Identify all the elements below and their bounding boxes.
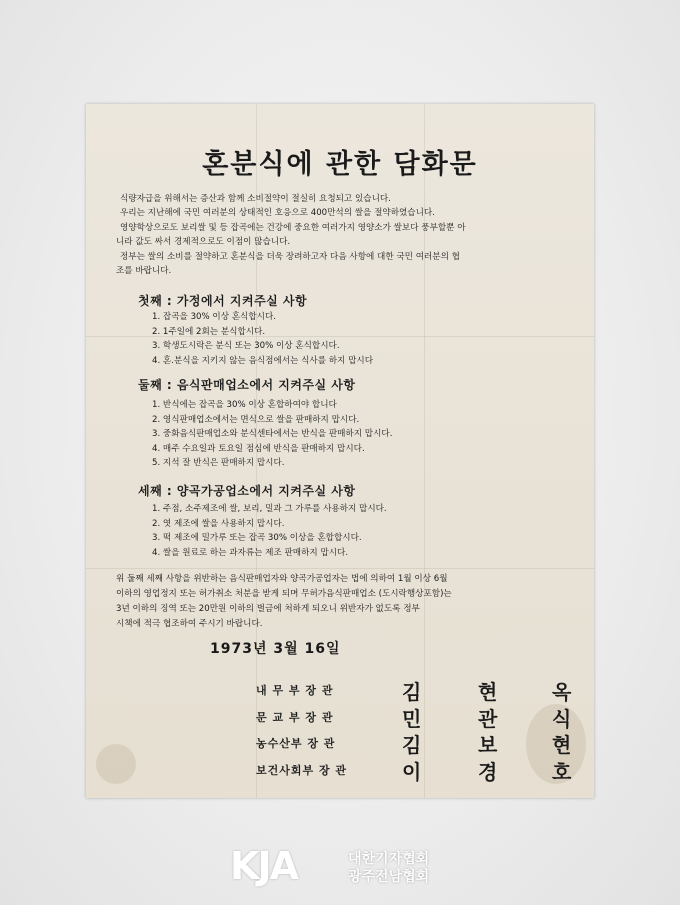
list-item: 3. 학생도시락은 분식 또는 30% 이상 혼식합시다. — [152, 341, 340, 352]
list-item: 5. 지석 잘 반식은 판매하지 맙시다. — [152, 458, 285, 469]
signatory-name-char: 옥 — [552, 680, 572, 704]
signatory-row — [256, 756, 572, 784]
signatory-row — [256, 676, 572, 704]
paper-stain — [96, 744, 136, 784]
signatory-name-char: 호 — [552, 759, 572, 784]
section-1-items — [152, 310, 574, 368]
section-3-items — [152, 502, 574, 560]
fold-line — [86, 568, 594, 569]
intro-line: 식량자급을 위해서는 증산과 함께 소비절약이 절실히 요청되고 있습니다. — [120, 194, 391, 204]
closing-paragraph — [116, 572, 576, 632]
signatory-row — [256, 729, 572, 757]
list-item: 2. 영식판매업소에서는 면식으로 쌀을 판매하지 맙시다. — [152, 414, 360, 425]
document-sheet — [86, 104, 594, 798]
list-item: 2. 엿 제조에 쌀을 사용하지 맙시다. — [152, 518, 285, 529]
signatory-name-char: 김 — [402, 680, 422, 704]
signatory-name-char: 현 — [478, 680, 498, 704]
section-2-items — [152, 398, 574, 471]
signatory-name-char: 식 — [552, 706, 572, 731]
list-item: 4. 혼.분식을 지키지 않는 음식점에서는 식사를 하지 맙시다 — [152, 355, 373, 366]
closing-line: 시책에 적극 협조하여 주시기 바랍니다. — [116, 619, 263, 629]
signatory-name-char: 이 — [402, 759, 422, 784]
signatory-title: 내 무 부 장 관 — [256, 684, 334, 697]
document-title: 혼분식에 관한 담화문 — [202, 149, 478, 180]
section-heading-3: 세째 : 양곡가공업소에서 지켜주실 사항 — [138, 484, 356, 498]
list-item: 4. 쌀을 원료로 하는 과자류는 제조 판매하지 맙시다. — [152, 547, 349, 558]
signatory-name-char: 현 — [552, 733, 572, 757]
list-item: 1. 주점, 소주제조에 쌀, 보리, 밀과 그 가루를 사용하지 맙시다. — [152, 504, 387, 514]
intro-line: 우리는 지난해에 국민 여러분의 상태적인 호응으로 400만석의 쌀을 절약하였습니다. — [120, 208, 435, 219]
signatory-title: 보건사회부 장 관 — [256, 763, 348, 777]
intro-line: 영양학상으로도 보리쌀 및 등 잡곡에는 건강에 중요한 여러가지 영양소가 쌀보다 풍부할뿐 아 — [120, 222, 466, 233]
watermark-org — [348, 850, 429, 886]
intro-paragraph — [116, 192, 570, 278]
list-item: 1. 잡곡을 30% 이상 혼식합시다. — [152, 312, 276, 322]
document-date: 1973년 3월 16일 — [210, 641, 341, 657]
list-item: 4. 매주 수요일과 토요일 점심에 반식을 판매하지 맙시다. — [152, 443, 365, 454]
section-heading-1: 첫째 : 가정에서 지켜주실 사항 — [138, 294, 308, 308]
list-item: 3. 떡 제조에 밀가루 또는 잡곡 30% 이상을 혼합합시다. — [152, 533, 362, 544]
list-item: 2. 1주일에 2회는 분식합시다. — [152, 326, 266, 337]
signatory-row — [256, 703, 572, 731]
signatory-title: 문 교 부 장 관 — [256, 710, 334, 724]
intro-line: 니라 값도 싸서 경제적으로도 이점이 많습니다. — [116, 237, 291, 248]
signatories — [256, 676, 572, 784]
org-name-line: 광주전남협회 — [348, 869, 430, 885]
watermark — [230, 842, 470, 890]
list-item: 3. 중화음식판매업소와 분식센타에서는 반식을 판매하지 맙시다. — [152, 429, 393, 440]
section-heading-2: 둘째 : 음식판매업소에서 지켜주실 사항 — [138, 378, 356, 392]
list-item: 1. 반식에는 잡곡을 30% 이상 혼합하여야 합니다 — [152, 400, 337, 410]
signatory-name-char: 보 — [478, 733, 498, 757]
signatory-name-char: 김 — [402, 733, 422, 757]
org-name-line: 대한기자협회 — [348, 851, 430, 867]
signatory-name-char: 관 — [478, 706, 498, 731]
closing-line: 위 둘째 세째 사항을 위반하는 음식판매업자와 양곡가공업자는 법에 의하여 1월 이상 6월 — [116, 574, 448, 584]
intro-line: 조를 바랍니다. — [116, 266, 172, 277]
kja-logo: KJA — [230, 844, 297, 888]
signatory-name-char: 경 — [478, 759, 498, 784]
closing-line: 이하의 영업정지 또는 허가취소 처분을 받게 되며 무허가음식판매업소 (도시락행상포함)는 — [116, 589, 452, 599]
intro-line: 정부는 쌀의 소비를 절약하고 혼분식을 더욱 장려하고자 다음 사항에 대한 국민 여러분의 협 — [120, 251, 460, 262]
signatory-name-char: 민 — [402, 706, 422, 731]
signatory-title: 농수산부 장 관 — [256, 737, 336, 750]
closing-line: 3년 이하의 징역 또는 20만원 이하의 벌금에 처하게 되오니 위반자가 없도록 정부 — [116, 604, 420, 614]
